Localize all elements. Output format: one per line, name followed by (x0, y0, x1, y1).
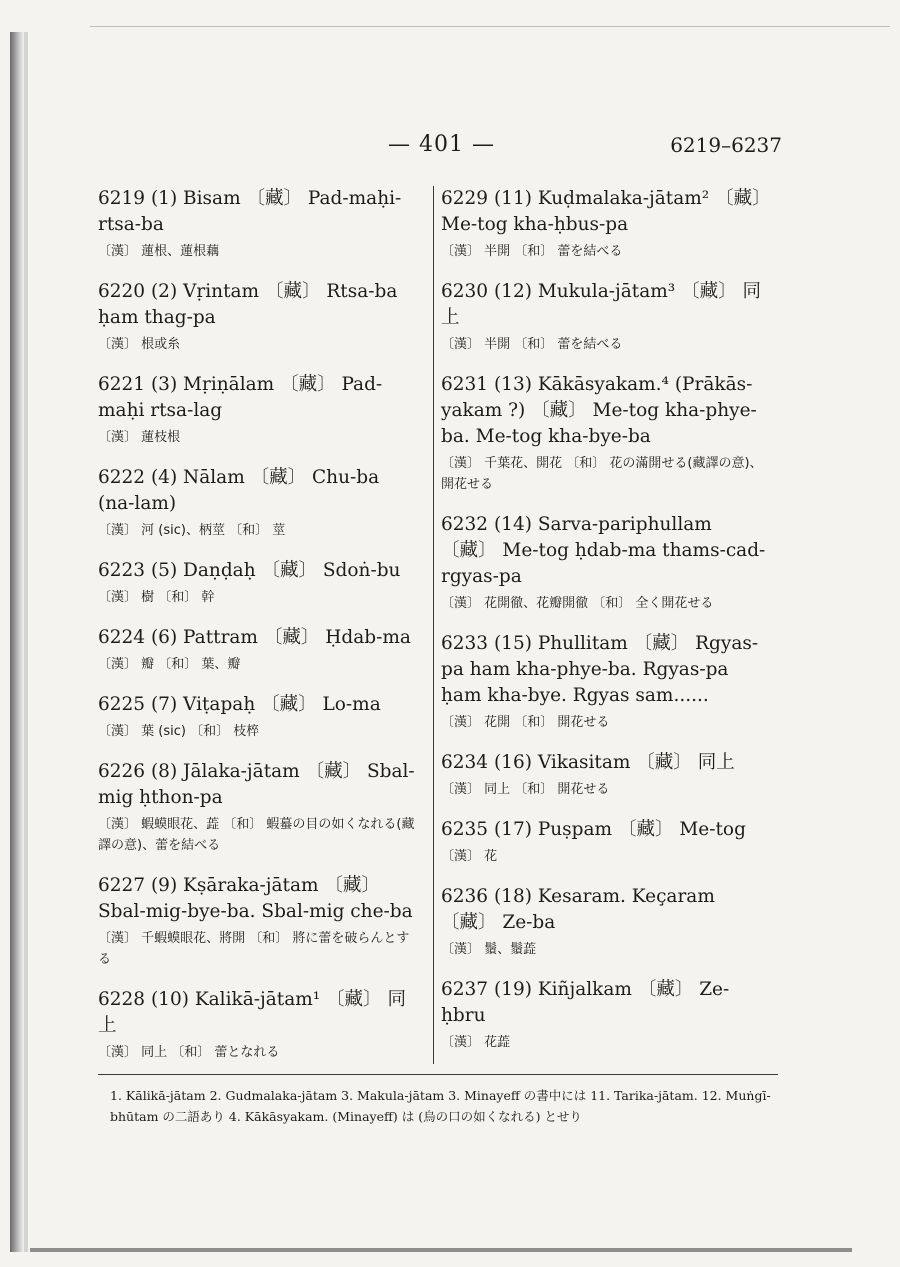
entry-gloss: 〔漢〕 花開 〔和〕 開花せる (441, 715, 610, 730)
entry-headword: 6230 (12) Mukula-jātam³ 〔藏〕 同上 (441, 281, 761, 328)
entry-gloss: 〔漢〕 花蕋 (441, 1035, 511, 1050)
entry-gloss: 〔漢〕 千葉花、開花 〔和〕 花の滿開せる(藏譯の意)、開花せる (441, 456, 763, 492)
entry-headword: 6222 (4) Nālam 〔藏〕 Chu-ba (na-lam) (98, 467, 380, 514)
entry-6221 (98, 372, 420, 448)
entry-gloss: 〔漢〕 河 (sic)、柄莖 〔和〕 莖 (98, 523, 286, 538)
entry-headword: 6223 (5) Daṇḍaḥ 〔藏〕 Sdoṅ-bu (98, 560, 401, 581)
entry-6219 (98, 186, 420, 262)
entry-headword: 6229 (11) Kuḍmalaka-jātam² 〔藏〕 Me-tog kha-ḥbus-pa (441, 188, 771, 235)
entry-gloss: 〔漢〕 蓮根、蓮根藕 (98, 244, 220, 259)
page-bottom-edge (30, 1248, 852, 1252)
entry-6229 (441, 186, 773, 262)
entry-gloss: 〔漢〕 花開徹、花瓣開徹 〔和〕 全く開花せる (441, 596, 714, 611)
entry-headword: 6226 (8) Jālaka-jātam 〔藏〕 Sbal-mig ḥthon-pa (98, 761, 415, 808)
entry-6237 (441, 977, 773, 1053)
entry-6232 (441, 512, 773, 614)
entry-headword: 6224 (6) Pattram 〔藏〕 Ḥdab-ma (98, 627, 411, 648)
entry-gloss: 〔漢〕 半開 〔和〕 蕾を結べる (441, 244, 623, 259)
binding-edge (24, 32, 28, 1252)
entry-gloss: 〔漢〕 千蝦蟆眼花、將開 〔和〕 將に蕾を破らんとする (98, 931, 410, 967)
entry-gloss: 〔漢〕 葉 (sic) 〔和〕 枝椊 (98, 724, 260, 739)
entry-gloss: 〔漢〕 鬚、鬚蕋 (441, 942, 537, 957)
entry-6220 (98, 279, 420, 355)
binding-shadow (10, 32, 24, 1252)
entry-headword: 6228 (10) Kalikā-jātam¹ 〔藏〕 同上 (98, 989, 406, 1036)
entry-6227 (98, 873, 420, 970)
entry-headword: 6234 (16) Vikasitam 〔藏〕 同上 (441, 752, 735, 773)
entry-gloss: 〔漢〕 花 (441, 849, 498, 864)
entry-gloss: 〔漢〕 樹 〔和〕 幹 (98, 590, 215, 605)
entry-headword: 6221 (3) Mṛiṇālam 〔藏〕 Pad-maḥi rtsa-lag (98, 374, 383, 421)
right-column (441, 186, 773, 1070)
entry-6236 (441, 884, 773, 960)
entry-6228 (98, 987, 420, 1063)
entry-6231 (441, 372, 773, 495)
column-divider (433, 186, 434, 1064)
footnote-rule (98, 1074, 778, 1075)
entry-6233 (441, 631, 773, 733)
entry-headword: 6227 (9) Kṣāraka-jātam 〔藏〕 Sbal-mig-bye-ba. Sbal-mig che-ba (98, 875, 413, 922)
entry-gloss: 〔漢〕 半開 〔和〕 蕾を結べる (441, 337, 623, 352)
entry-headword: 6235 (17) Puṣpam 〔藏〕 Me-tog (441, 819, 746, 840)
entry-headword: 6237 (19) Kiñjalkam 〔藏〕 Ze-ḥbru (441, 979, 730, 1026)
page-top-edge (90, 26, 890, 27)
entry-headword: 6232 (14) Sarva-pariphullam 〔藏〕 Me-tog ḥdab-ma thams-cad-rgyas-pa (441, 514, 766, 587)
entry-6230 (441, 279, 773, 355)
entry-headword: 6236 (18) Kesaram. Keçaram 〔藏〕 Ze-ba (441, 886, 715, 933)
entry-6234 (441, 750, 773, 800)
entry-headword: 6219 (1) Bisam 〔藏〕 Pad-maḥi-rtsa-ba (98, 188, 402, 235)
entry-range: 6219–6237 (670, 133, 782, 157)
entry-6225 (98, 692, 420, 742)
entry-6222 (98, 465, 420, 541)
entry-headword: 6233 (15) Phullitam 〔藏〕 Rgyas-pa ham kha-phye-ba. Rgyas-pa ḥam kha-bye. Rgyas sam...... (441, 633, 759, 706)
entry-headword: 6225 (7) Viṭapaḥ 〔藏〕 Lo-ma (98, 694, 381, 715)
entry-gloss: 〔漢〕 同上 〔和〕 蕾となれる (98, 1045, 280, 1060)
entry-headword: 6220 (2) Vṛintam 〔藏〕 Rtsa-ba ḥam thag-pa (98, 281, 398, 328)
entry-6226 (98, 759, 420, 856)
entry-6223 (98, 558, 420, 608)
entry-headword: 6231 (13) Kākāsyakam.⁴ (Prākās-yakam ?) 〔藏〕 Me-tog kha-phye-ba. Me-tog kha-bye-ba (441, 374, 757, 447)
entry-gloss: 〔漢〕 蝦蟆眼花、蕋 〔和〕 蝦蟇の目の如くなれる(藏譯の意)、蕾を結べる (98, 817, 415, 853)
left-column (98, 186, 420, 1080)
page-number: — 401 — (388, 132, 495, 157)
entry-6224 (98, 625, 420, 675)
entry-gloss: 〔漢〕 蓮枝根 (98, 430, 181, 445)
entry-gloss: 〔漢〕 根或糸 (98, 337, 181, 352)
entry-gloss: 〔漢〕 同上 〔和〕 開花せる (441, 782, 610, 797)
entry-gloss: 〔漢〕 瓣 〔和〕 葉、瓣 (98, 657, 241, 672)
entry-6235 (441, 817, 773, 867)
footnotes: 1. Kālikā-jātam 2. Gudmalaka-jātam 3. Makula-jātam 3. Minayeff の書中には 11. Tarika-jātam. 12. Muṅgī-bhūtam の二語あり 4. Kākāsyakam. (Minayeff) は (烏の口の如くなれる) とせり (110, 1088, 771, 1124)
